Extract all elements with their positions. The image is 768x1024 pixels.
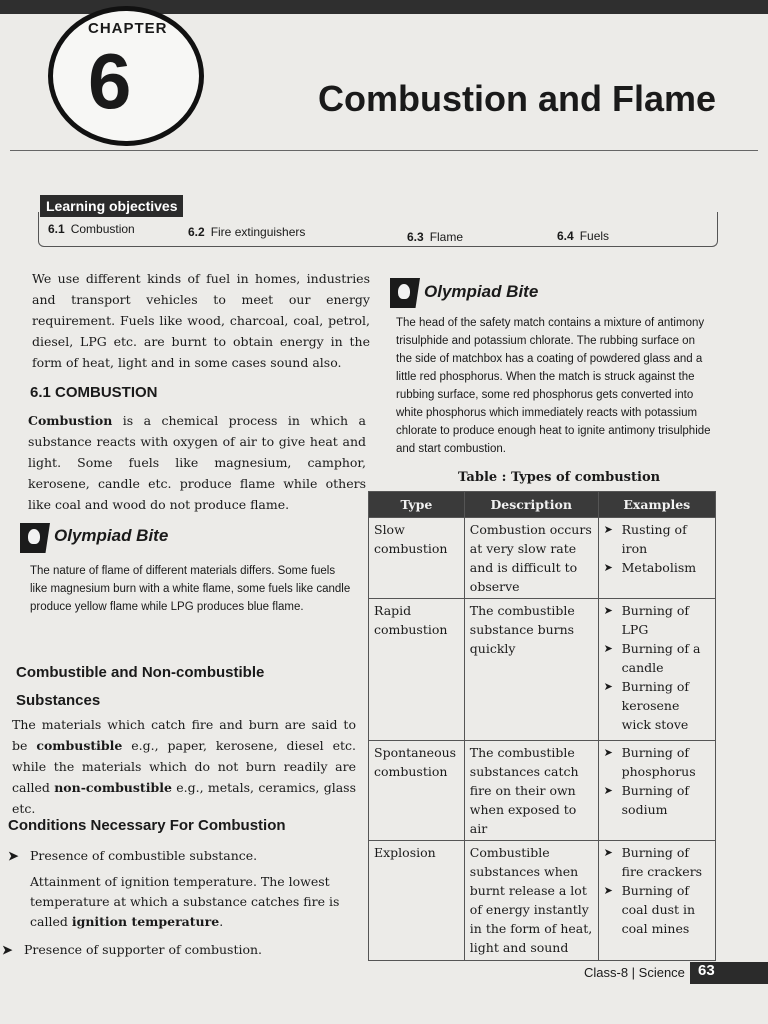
table-row [369, 518, 716, 599]
footer-class-subject: Class-8 | Science [584, 965, 685, 980]
learning-objectives-box [38, 212, 718, 247]
substances-paragraph: The materials which catch fire and burn are said to be combustible e.g., paper, kerosene, diesel etc. while the materials which do not burn readily are called non-combustible e.g., metals, ceramics, glass etc. [12, 717, 356, 816]
condition-bullet-2: Attainment of ignition temperature. The lowest temperature at which a substance catches fire is called ignition temperature. [30, 874, 340, 929]
olympiad-bite-1-text: The nature of flame of different materials differs. Some fuels like magnesium burn with a white flame, some fuels like candle produce yellow flame while LPG produces blue flame. [30, 565, 351, 613]
cell-type: Explosion [369, 841, 465, 961]
example-item: ➤ Rusting of iron [604, 520, 710, 558]
header-divider [10, 150, 758, 151]
cell-type: Rapid combustion [369, 599, 465, 741]
olympiad-bite-2-text: The head of the safety match contains a mixture of antimony trisulphide and potassium chlorate. The rubbing surface on the side of matchbox has a coating of powdered glass and a little red phosphorus. When the match is struck against the rubbing surface, some red phosphorus gets converted into white phosphorus which immediately reacts with potassium chlorate to produce enough heat to ignite antimony trisulphide and start combustion. [396, 317, 711, 455]
example-item: ➤ Burning of sodium [604, 781, 710, 819]
condition-bullet-1: ➤ Presence of combustible substance. [8, 848, 258, 863]
chapter-title: Combustion and Flame [318, 78, 717, 119]
example-item: ➤ Burning of fire crackers [604, 843, 710, 881]
example-item: ➤ Burning of coal dust in coal mines [604, 881, 710, 938]
lightbulb-icon [20, 523, 50, 553]
cell-examples [598, 518, 715, 599]
table-caption: Table : Types of combustion [458, 470, 661, 485]
cell-examples [598, 599, 715, 741]
chapter-number: 6 [88, 37, 132, 125]
cell-description: Combustion occurs at very slow rate and is difficult to observe [464, 518, 598, 599]
example-item: ➤ Burning of phosphorus [604, 743, 710, 781]
cell-type: Slow combustion [369, 518, 465, 599]
substances-heading-line1: Combustible and Non-combustible [16, 664, 265, 681]
objective-6-4: 6.4 Fuels [557, 229, 610, 243]
cell-description: Combustible substances when burnt release a lot of energy instantly in the form of heat, light and sound [464, 841, 598, 961]
example-item: ➤ Burning of a candle [604, 639, 710, 677]
table-row [369, 599, 716, 741]
condition-bullet-3: ➤ Presence of supporter of combustion. [2, 942, 263, 957]
lightbulb-icon [390, 278, 420, 308]
combustion-heading: 6.1 COMBUSTION [30, 384, 158, 401]
example-item: ➤ Burning of kerosene wick stove [604, 677, 710, 734]
cell-examples [598, 741, 715, 841]
conditions-heading: Conditions Necessary For Combustion [8, 817, 286, 834]
objective-6-1: 6.1 Combustion [48, 222, 135, 236]
table-row [369, 841, 716, 961]
substances-heading-line2: Substances [16, 692, 101, 709]
example-item: ➤ Burning of LPG [604, 601, 710, 639]
objective-6-3: 6.3 Flame [407, 230, 464, 244]
intro-paragraph: We use different kinds of fuel in homes, industries and transport vehicles to meet our energy requirement. Fuels like wood, charcoal, coal, petrol, diesel, LPG etc. are burnt to obtain energy in the form of heat, light and in some cases sound also. [32, 271, 370, 370]
cell-description: The combustible substances catch fire on their own when exposed to air [464, 741, 598, 841]
olympiad-bite-1-header: Olympiad Bite [20, 523, 220, 553]
olympiad-bite-2-header: Olympiad Bite [390, 278, 590, 308]
combustion-types-table [368, 491, 716, 961]
cell-type: Spontaneous combustion [369, 741, 465, 841]
page-number: 63 [690, 962, 768, 984]
table-header-row [369, 492, 716, 518]
cell-description: The combustible substance burns quickly [464, 599, 598, 741]
chapter-label: CHAPTER [88, 20, 168, 37]
learning-objectives-tag: Learning objectives [40, 195, 183, 217]
cell-examples [598, 841, 715, 961]
example-item: ➤ Metabolism [604, 558, 710, 577]
header-description: Description [464, 492, 598, 518]
objective-6-2: 6.2 Fire extinguishers [188, 225, 306, 239]
table-row [369, 741, 716, 841]
header-examples: Examples [598, 492, 715, 518]
header-type: Type [369, 492, 465, 518]
combustion-paragraph: Combustion is a chemical process in which a substance reacts with oxygen of air to give heat and light. Some fuels like magnesium, camphor, kerosene, candle etc. produce flame while others like coal and wood do not produce flame. [28, 413, 366, 512]
